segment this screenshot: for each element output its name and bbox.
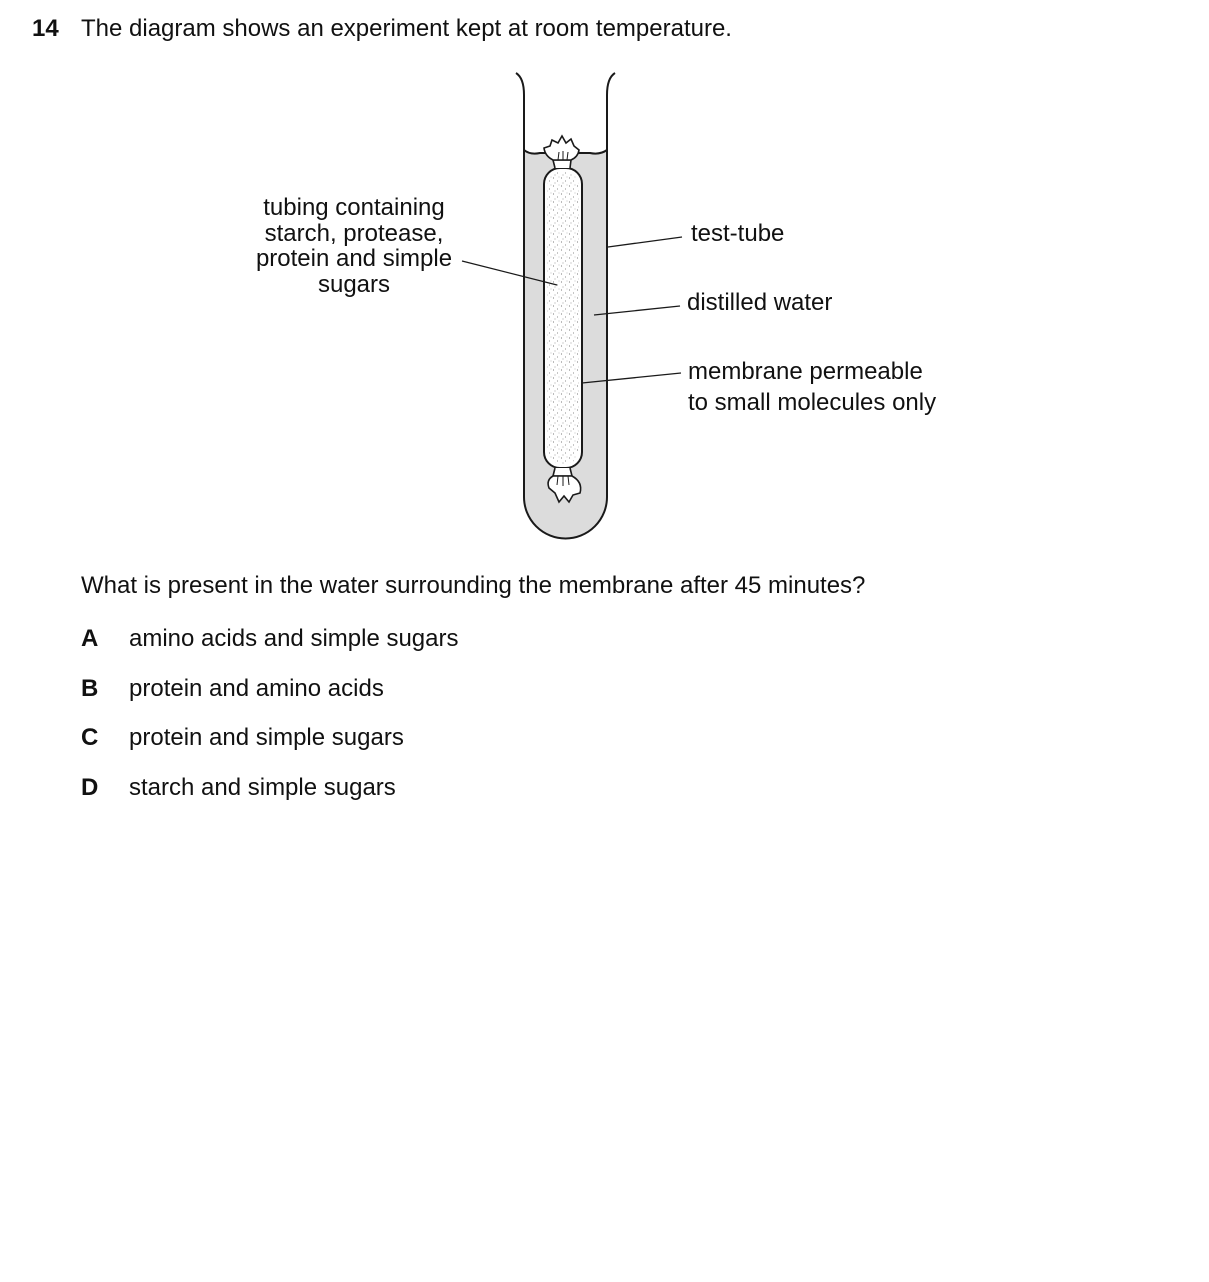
label-tubing	[248, 195, 460, 297]
option-c[interactable]	[81, 723, 981, 773]
option-text: protein and simple sugars	[129, 724, 404, 752]
question-prompt: What is present in the water surrounding the membrane after 45 minutes?	[81, 572, 866, 599]
label-tubing-line: protein and simple	[255, 245, 453, 272]
label-membrane-line: to small molecules only	[688, 389, 937, 416]
option-letter: B	[81, 674, 99, 702]
option-d[interactable]	[81, 773, 981, 823]
label-tubing-line: tubing containing	[263, 194, 445, 221]
label-membrane	[688, 356, 936, 418]
label-distilled-water: distilled water	[687, 289, 833, 316]
answer-options	[81, 624, 981, 823]
test-tube-diagram-svg	[0, 0, 1209, 560]
option-letter: D	[81, 774, 99, 802]
question-number: 14	[32, 15, 59, 42]
label-tubing-line: starch, protease,	[264, 219, 444, 247]
option-a[interactable]	[81, 624, 981, 674]
experiment-diagram	[0, 0, 1209, 560]
option-letter: A	[81, 625, 99, 652]
label-test-tube: test-tube	[691, 220, 785, 247]
label-tubing-line: sugars	[317, 270, 391, 298]
option-b[interactable]	[81, 674, 981, 724]
option-text: amino acids and simple sugars	[129, 625, 459, 652]
label-membrane-line: membrane permeable	[688, 358, 923, 385]
option-text: starch and simple sugars	[129, 774, 396, 802]
question-stem: The diagram shows an experiment kept at room temperature.	[81, 15, 732, 42]
leader-line-test-tube	[608, 237, 682, 247]
tubing-contents-stipple	[547, 172, 579, 464]
option-letter: C	[81, 724, 99, 752]
option-text: protein and amino acids	[129, 674, 384, 702]
